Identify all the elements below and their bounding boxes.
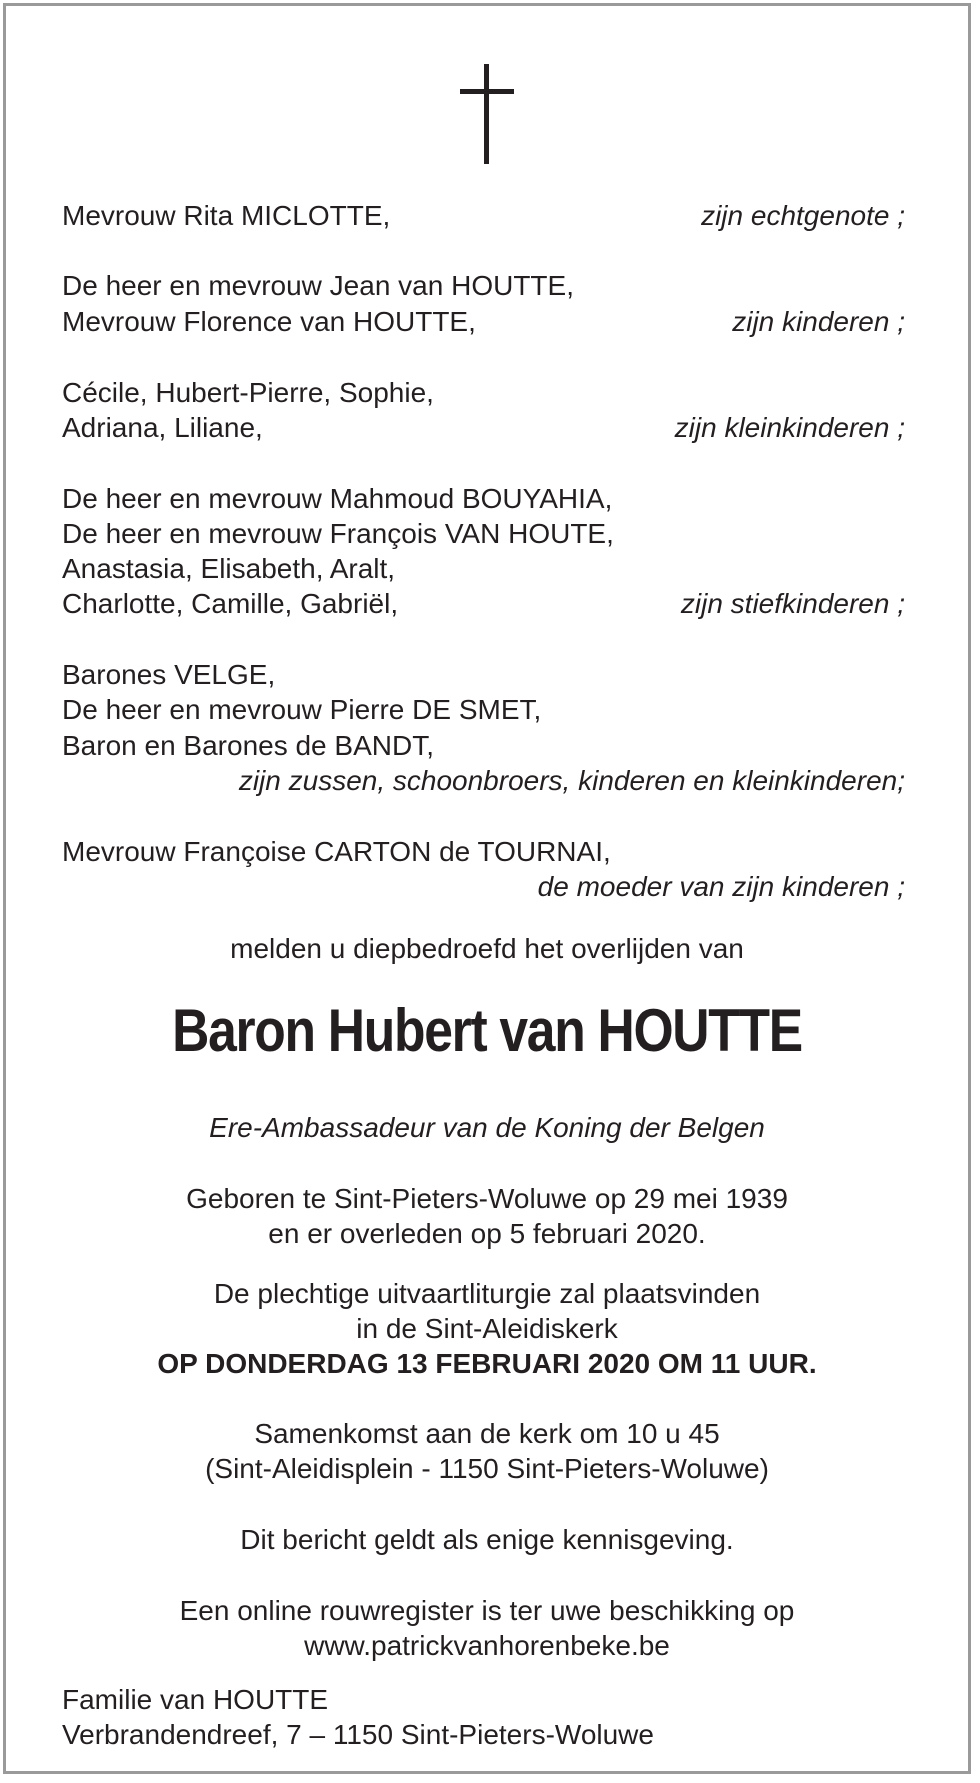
family-address: Verbrandendreef, 7 – 1150 Sint-Pieters-Woluwe [62,1719,654,1750]
family-name: Familie van HOUTTE [62,1684,329,1715]
announcer-line [62,304,905,340]
announcer-name: De heer en mevrouw François VAN HOUTE, [62,518,614,549]
intro-text: melden u diepbedroefd het overlijden van [230,933,744,964]
relation-label: zijn kleinkinderen ; [674,412,905,443]
announcer-name: De heer en mevrouw Pierre DE SMET, [62,694,542,725]
cross-icon [457,64,517,164]
register-line: Een online rouwregister is ter uwe beschikking op [179,1595,795,1626]
deceased-title: Ere-Ambassadeur van de Koning der Belgen [209,1112,765,1143]
relation-label: zijn zussen, schoonbroers, kinderen en kleinkinderen; [238,765,905,796]
deceased-name: Baron Hubert van HOUTTE [172,997,802,1064]
announcer-line [62,198,905,234]
death-line: en er overleden op 5 februari 2020. [268,1218,706,1249]
funeral-line: De plechtige uitvaartliturgie zal plaatsvinden [213,1278,761,1309]
announcer-line [62,657,905,693]
announcer-line [62,728,905,764]
announcer-name: Anastasia, Elisabeth, Aralt, [62,553,396,584]
announcer-name: Charlotte, Camille, Gabriël, [62,588,399,619]
announcer-line [62,692,905,728]
announcer-line [62,834,905,870]
announcer-line [62,410,905,446]
gathering-line: Samenkomst aan de kerk om 10 u 45 [254,1418,720,1449]
relation-label: zijn echtgenote ; [701,200,905,231]
relation-label: de moeder van zijn kinderen ; [537,871,905,902]
announcer-line [62,268,905,304]
announcer-name: Cécile, Hubert-Pierre, Sophie, [62,377,434,408]
obituary-frame [3,3,971,1774]
relation-label: zijn stiefkinderen ; [680,588,905,619]
announcer-name: Adriana, Liliane, [62,412,263,443]
announcer-line [62,586,905,622]
announcer-name: Mevrouw Florence van HOUTTE, [62,306,476,337]
announcer-line [62,481,905,517]
funeral-church: in de Sint-Aleidiskerk [356,1313,618,1344]
announcer-line [62,375,905,411]
birth-line: Geboren te Sint-Pieters-Woluwe op 29 mei 1939 [186,1183,788,1214]
announcer-name: Mevrouw Françoise CARTON de TOURNAI, [62,836,611,867]
announcer-name: Mevrouw Rita MICLOTTE, [62,200,391,231]
announcer-name: De heer en mevrouw Mahmoud BOUYAHIA, [62,483,613,514]
notice-text: Dit bericht geldt als enige kennisgeving. [240,1524,734,1555]
funeral-date: OP DONDERDAG 13 FEBRUARI 2020 OM 11 UUR. [157,1348,817,1379]
announcer-name: Baron en Barones de BANDT, [62,730,434,761]
announcer-line [62,551,905,587]
announcer-name: Barones VELGE, [62,659,276,690]
gathering-address: (Sint-Aleidisplein - 1150 Sint-Pieters-Woluwe) [205,1453,769,1484]
register-url: www.patrickvanhorenbeke.be [304,1630,670,1661]
relation-label: zijn kinderen ; [732,306,905,337]
announcer-name: De heer en mevrouw Jean van HOUTTE, [62,270,574,301]
announcer-line [62,516,905,552]
